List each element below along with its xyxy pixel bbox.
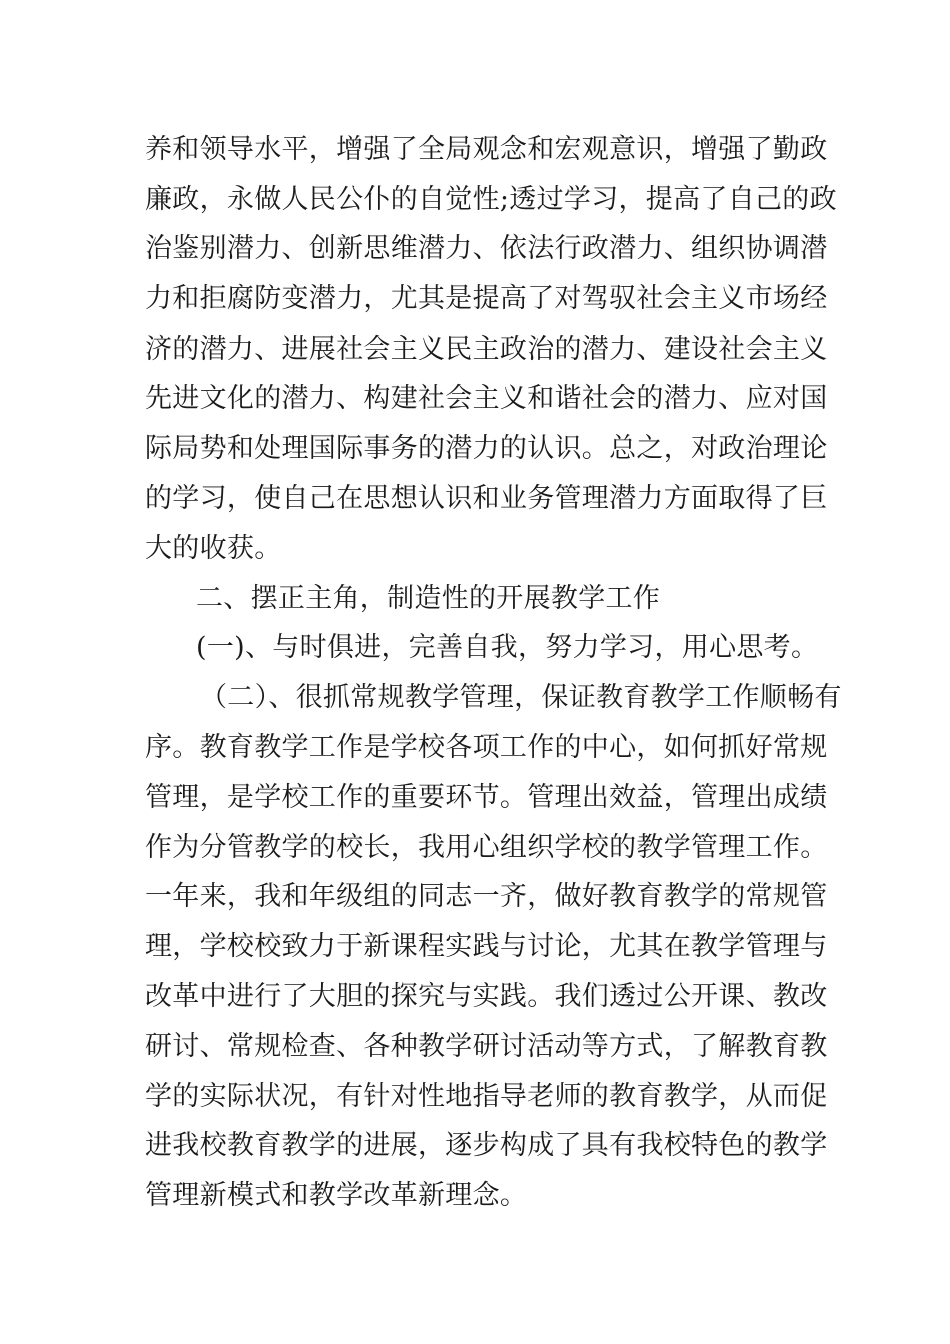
- paragraph-line: 力和拒腐防变潜力，尤其是提高了对驾驭社会主义市场经: [145, 283, 828, 314]
- paragraph-line: 作为分管教学的校长，我用心组织学校的教学管理工作。: [145, 832, 828, 863]
- subsection-heading: (一)、与时俱进，完善自我，努力学习，用心思考。: [196, 632, 819, 663]
- paragraph-line: 济的潜力、进展社会主义民主政治的潜力、建设社会主义: [145, 334, 828, 365]
- paragraph-line: 大的收获。: [145, 533, 282, 564]
- paragraph-line: 管理新模式和教学改革新理念。: [145, 1180, 528, 1211]
- paragraph-line: 廉政，永做人民公仆的自觉性;透过学习，提高了自己的政: [145, 184, 837, 215]
- paragraph-line: 际局势和处理国际事务的潜力的认识。总之，对政治理论: [145, 433, 828, 464]
- paragraph-line: （二）、很抓常规教学管理，保证教育教学工作顺畅有: [200, 682, 842, 713]
- paragraph-line: 进我校教育教学的进展，逐步构成了具有我校特色的教学: [145, 1130, 828, 1161]
- paragraph-line: 一年来，我和年级组的同志一齐，做好教育教学的常规管: [145, 881, 828, 912]
- paragraph-line: 先进文化的潜力、构建社会主义和谐社会的潜力、应对国: [145, 383, 828, 414]
- paragraph-line: 的学习，使自己在思想认识和业务管理潜力方面取得了巨: [145, 483, 828, 514]
- paragraph-line: 治鉴别潜力、创新思维潜力、依法行政潜力、组织协调潜: [145, 233, 828, 264]
- paragraph-line: 研讨、常规检查、各种教学研讨活动等方式，了解教育教: [145, 1031, 828, 1062]
- paragraph-line: 养和领导水平，增强了全局观念和宏观意识，增强了勤政: [145, 134, 828, 165]
- section-heading: 二、摆正主角，制造性的开展教学工作: [196, 583, 661, 614]
- paragraph-line: 理，学校校致力于新课程实践与讨论，尤其在教学管理与: [145, 931, 828, 962]
- paragraph-line: 管理，是学校工作的重要环节。管理出效益，管理出成绩: [145, 782, 828, 813]
- paragraph-line: 学的实际状况，有针对性地指导老师的教育教学，从而促: [145, 1081, 828, 1112]
- paragraph-line: 序。教育教学工作是学校各项工作的中心，如何抓好常规: [145, 732, 828, 763]
- paragraph-line: 改革中进行了大胆的探究与实践。我们透过公开课、教改: [145, 981, 828, 1012]
